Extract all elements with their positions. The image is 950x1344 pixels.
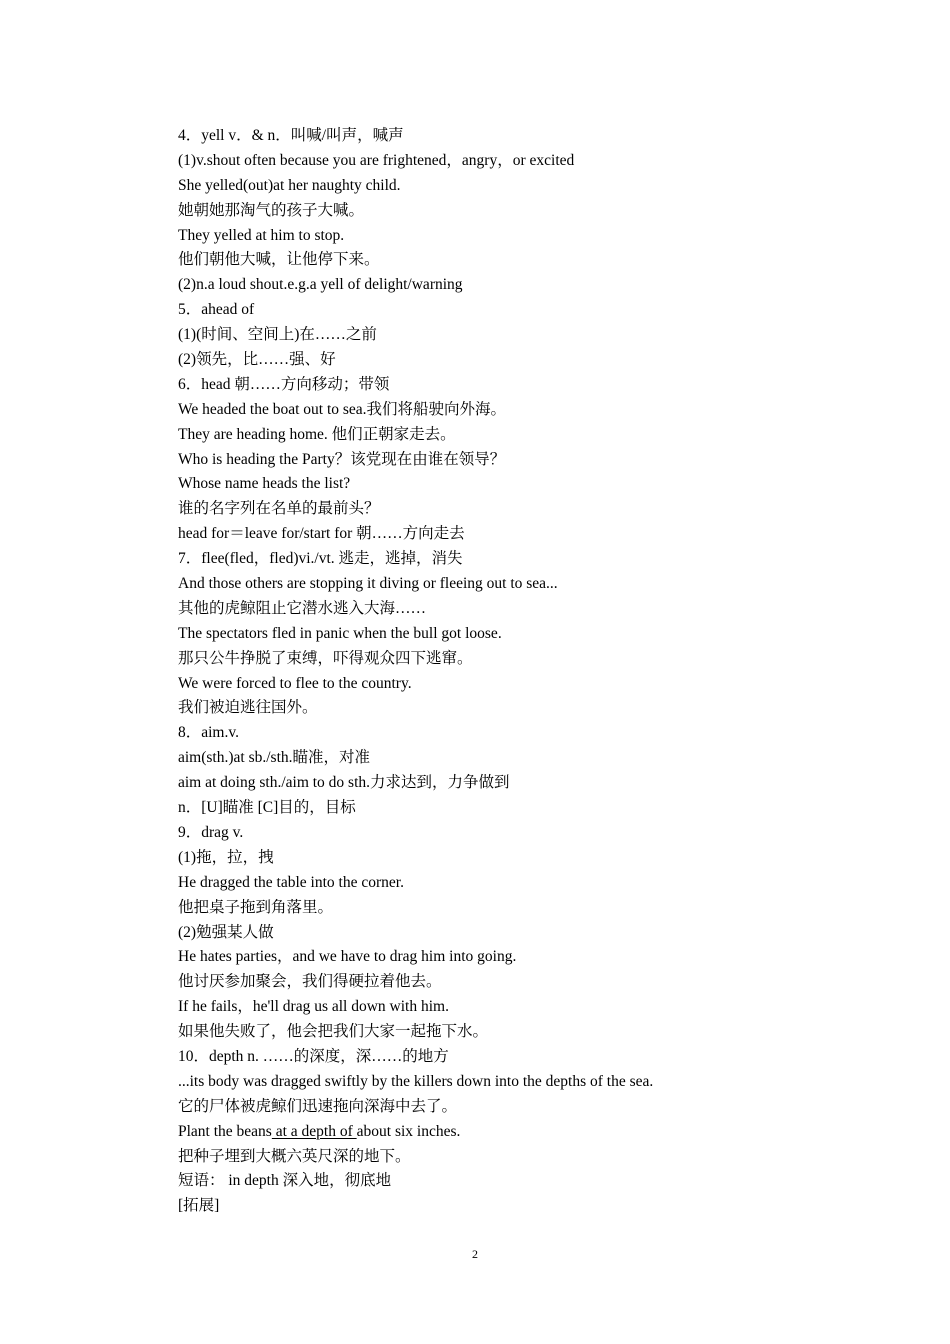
definition-line: (2)n.a loud shout.e.g.a yell of delight/warning (178, 276, 463, 294)
definition-line: (2)勉强某人做 (178, 923, 274, 941)
section-label-extension: [拓展] (178, 1197, 220, 1215)
example-zh: 我们被迫逃往国外。 (178, 699, 318, 717)
example-zh: 其他的虎鲸阻止它潜水逃入大海…… (178, 599, 427, 617)
example-en: He hates parties，and we have to drag him into going. (178, 948, 517, 966)
example-zh: 谁的名字列在名单的最前头？ (178, 500, 380, 518)
document-body (178, 124, 858, 1219)
example-zh: 它的尸体被虎鲸们迅速拖向深海中去了。 (178, 1097, 458, 1115)
phrase-line: aim(sth.)at sb./sth.瞄准，对准 (178, 749, 371, 767)
example-en: Whose name heads the list? (178, 475, 351, 493)
example-zh: 他讨厌参加聚会，我们得硬拉着他去。 (178, 973, 442, 991)
heading-yell: 4．yell v．& n．叫喊/叫声，喊声 (178, 127, 404, 144)
sentence-start: Plant the beans (178, 1122, 272, 1140)
example-zh: 她朝她那淘气的孩子大喊。 (178, 201, 365, 219)
example-en: If he fails，he'll drag us all down with him. (178, 998, 449, 1016)
sentence-end: about six inches. (356, 1122, 461, 1140)
example-zh: 他把桌子拖到角落里。 (178, 898, 334, 916)
page-number: 2 (472, 1247, 478, 1261)
example-zh: 他们朝他大喊，让他停下来。 (178, 251, 380, 269)
heading-ahead-of: 5．ahead of (178, 301, 255, 319)
definition-line: n．[U]瞄准 [C]目的，目标 (178, 799, 356, 817)
underlined-answer: at a depth of (271, 1122, 357, 1140)
example-en: ...its body was dragged swiftly by the killers down into the depths of the sea. (178, 1072, 654, 1090)
phrase-line: 短语： in depth 深入地，彻底地 (178, 1172, 392, 1190)
example-en: The spectators fled in panic when the bull got loose. (178, 624, 502, 642)
example-en: And those others are stopping it diving or fleeing out to sea... (178, 575, 558, 593)
example-en-fill-blank (178, 1120, 858, 1145)
example-line: Who is heading the Party？该党现在由谁在领导？ (178, 450, 506, 468)
heading-aim: 8．aim.v. (178, 724, 239, 742)
example-line: We headed the boat out to sea.我们将船驶向外海。 (178, 400, 507, 418)
example-en: We were forced to flee to the country. (178, 674, 412, 692)
example-en: They yelled at him to stop. (178, 226, 345, 244)
heading-flee: 7．flee(fled，fled)vi./vt. 逃走，逃掉，消失 (178, 550, 463, 568)
phrase-line: aim at doing sth./aim to do sth.力求达到，力争做到 (178, 774, 510, 792)
heading-drag: 9．drag v. (178, 823, 244, 841)
example-zh: 如果他失败了，他会把我们大家一起拖下水。 (178, 1023, 489, 1041)
definition-line: (2)领先，比……强、好 (178, 351, 336, 369)
definition-line: (1)(时间、空间上)在……之前 (178, 326, 377, 344)
example-en: She yelled(out)at her naughty child. (178, 176, 401, 194)
example-zh: 把种子埋到大概六英尺深的地下。 (178, 1147, 411, 1165)
heading-depth: 10．depth n. ……的深度，深……的地方 (178, 1047, 449, 1065)
definition-line: (1)v.shout often because you are frightened，angry，or excited (178, 151, 575, 169)
definition-line: (1)拖，拉，拽 (178, 848, 274, 866)
phrase-line: head for＝leave for/start for 朝……方向走去 (178, 525, 465, 543)
example-en: He dragged the table into the corner. (178, 873, 404, 891)
heading-head: 6．head 朝……方向移动；带领 (178, 375, 390, 393)
example-zh: 那只公牛挣脱了束缚，吓得观众四下逃窜。 (178, 649, 473, 667)
example-line: They are heading home. 他们正朝家走去。 (178, 425, 456, 443)
